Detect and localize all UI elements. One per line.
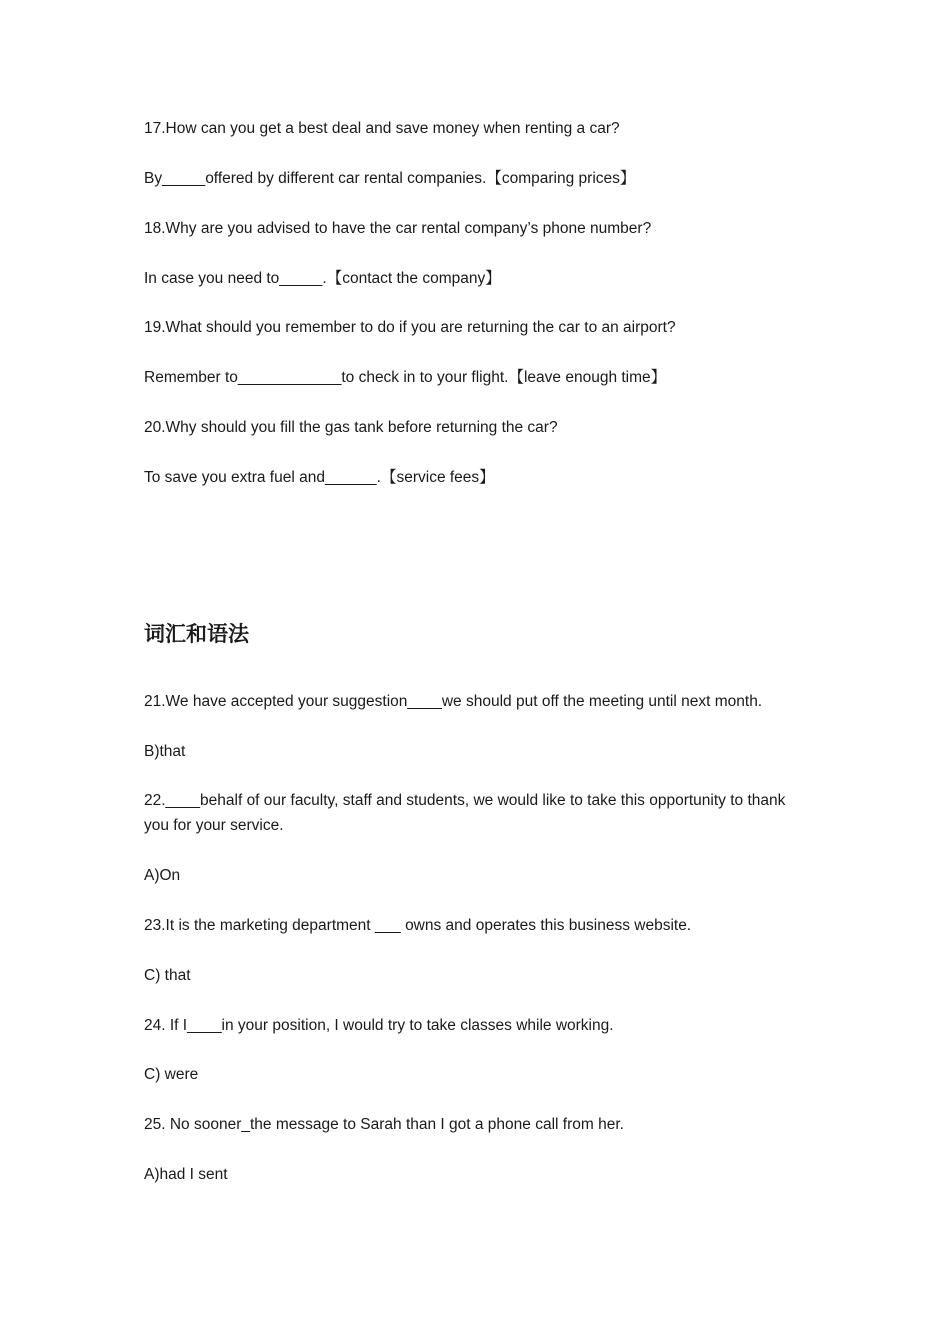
question-22: 22.____behalf of our faculty, staff and students, we would like to take this opportunity to thank you for your service. xyxy=(144,792,786,834)
question-24: 24. If I____in your position, I would try to take classes while working. xyxy=(144,1017,614,1034)
question-21: 21.We have accepted your suggestion____we should put off the meeting until next month. xyxy=(144,693,763,710)
answer-19: Remember to____________to check in to your flight.【leave enough time】 xyxy=(144,369,667,386)
answer-20: To save you extra fuel and______.【service fees】 xyxy=(144,469,495,486)
question-25: 25. No sooner_the message to Sarah than I got a phone call from her. xyxy=(144,1116,624,1133)
question-17: 17.How can you get a best deal and save money when renting a car? xyxy=(144,120,620,137)
answer-25: A)had I sent xyxy=(144,1166,228,1183)
question-18: 18.Why are you advised to have the car rental company’s phone number? xyxy=(144,220,652,237)
answer-23: C) that xyxy=(144,967,191,984)
answer-22: A)On xyxy=(144,867,181,884)
question-20: 20.Why should you fill the gas tank before returning the car? xyxy=(144,419,558,436)
question-19: 19.What should you remember to do if you are returning the car to an airport? xyxy=(144,319,676,336)
answer-24: C) were xyxy=(144,1066,199,1083)
answer-21: B)that xyxy=(144,743,186,760)
question-23: 23.It is the marketing department ___ owns and operates this business website. xyxy=(144,917,692,934)
answer-18: In case you need to_____.【contact the company】 xyxy=(144,270,501,287)
answer-17: By_____offered by different car rental companies.【comparing prices】 xyxy=(144,170,636,187)
section-title-vocabulary-grammar: 词汇和语法 xyxy=(144,622,249,646)
